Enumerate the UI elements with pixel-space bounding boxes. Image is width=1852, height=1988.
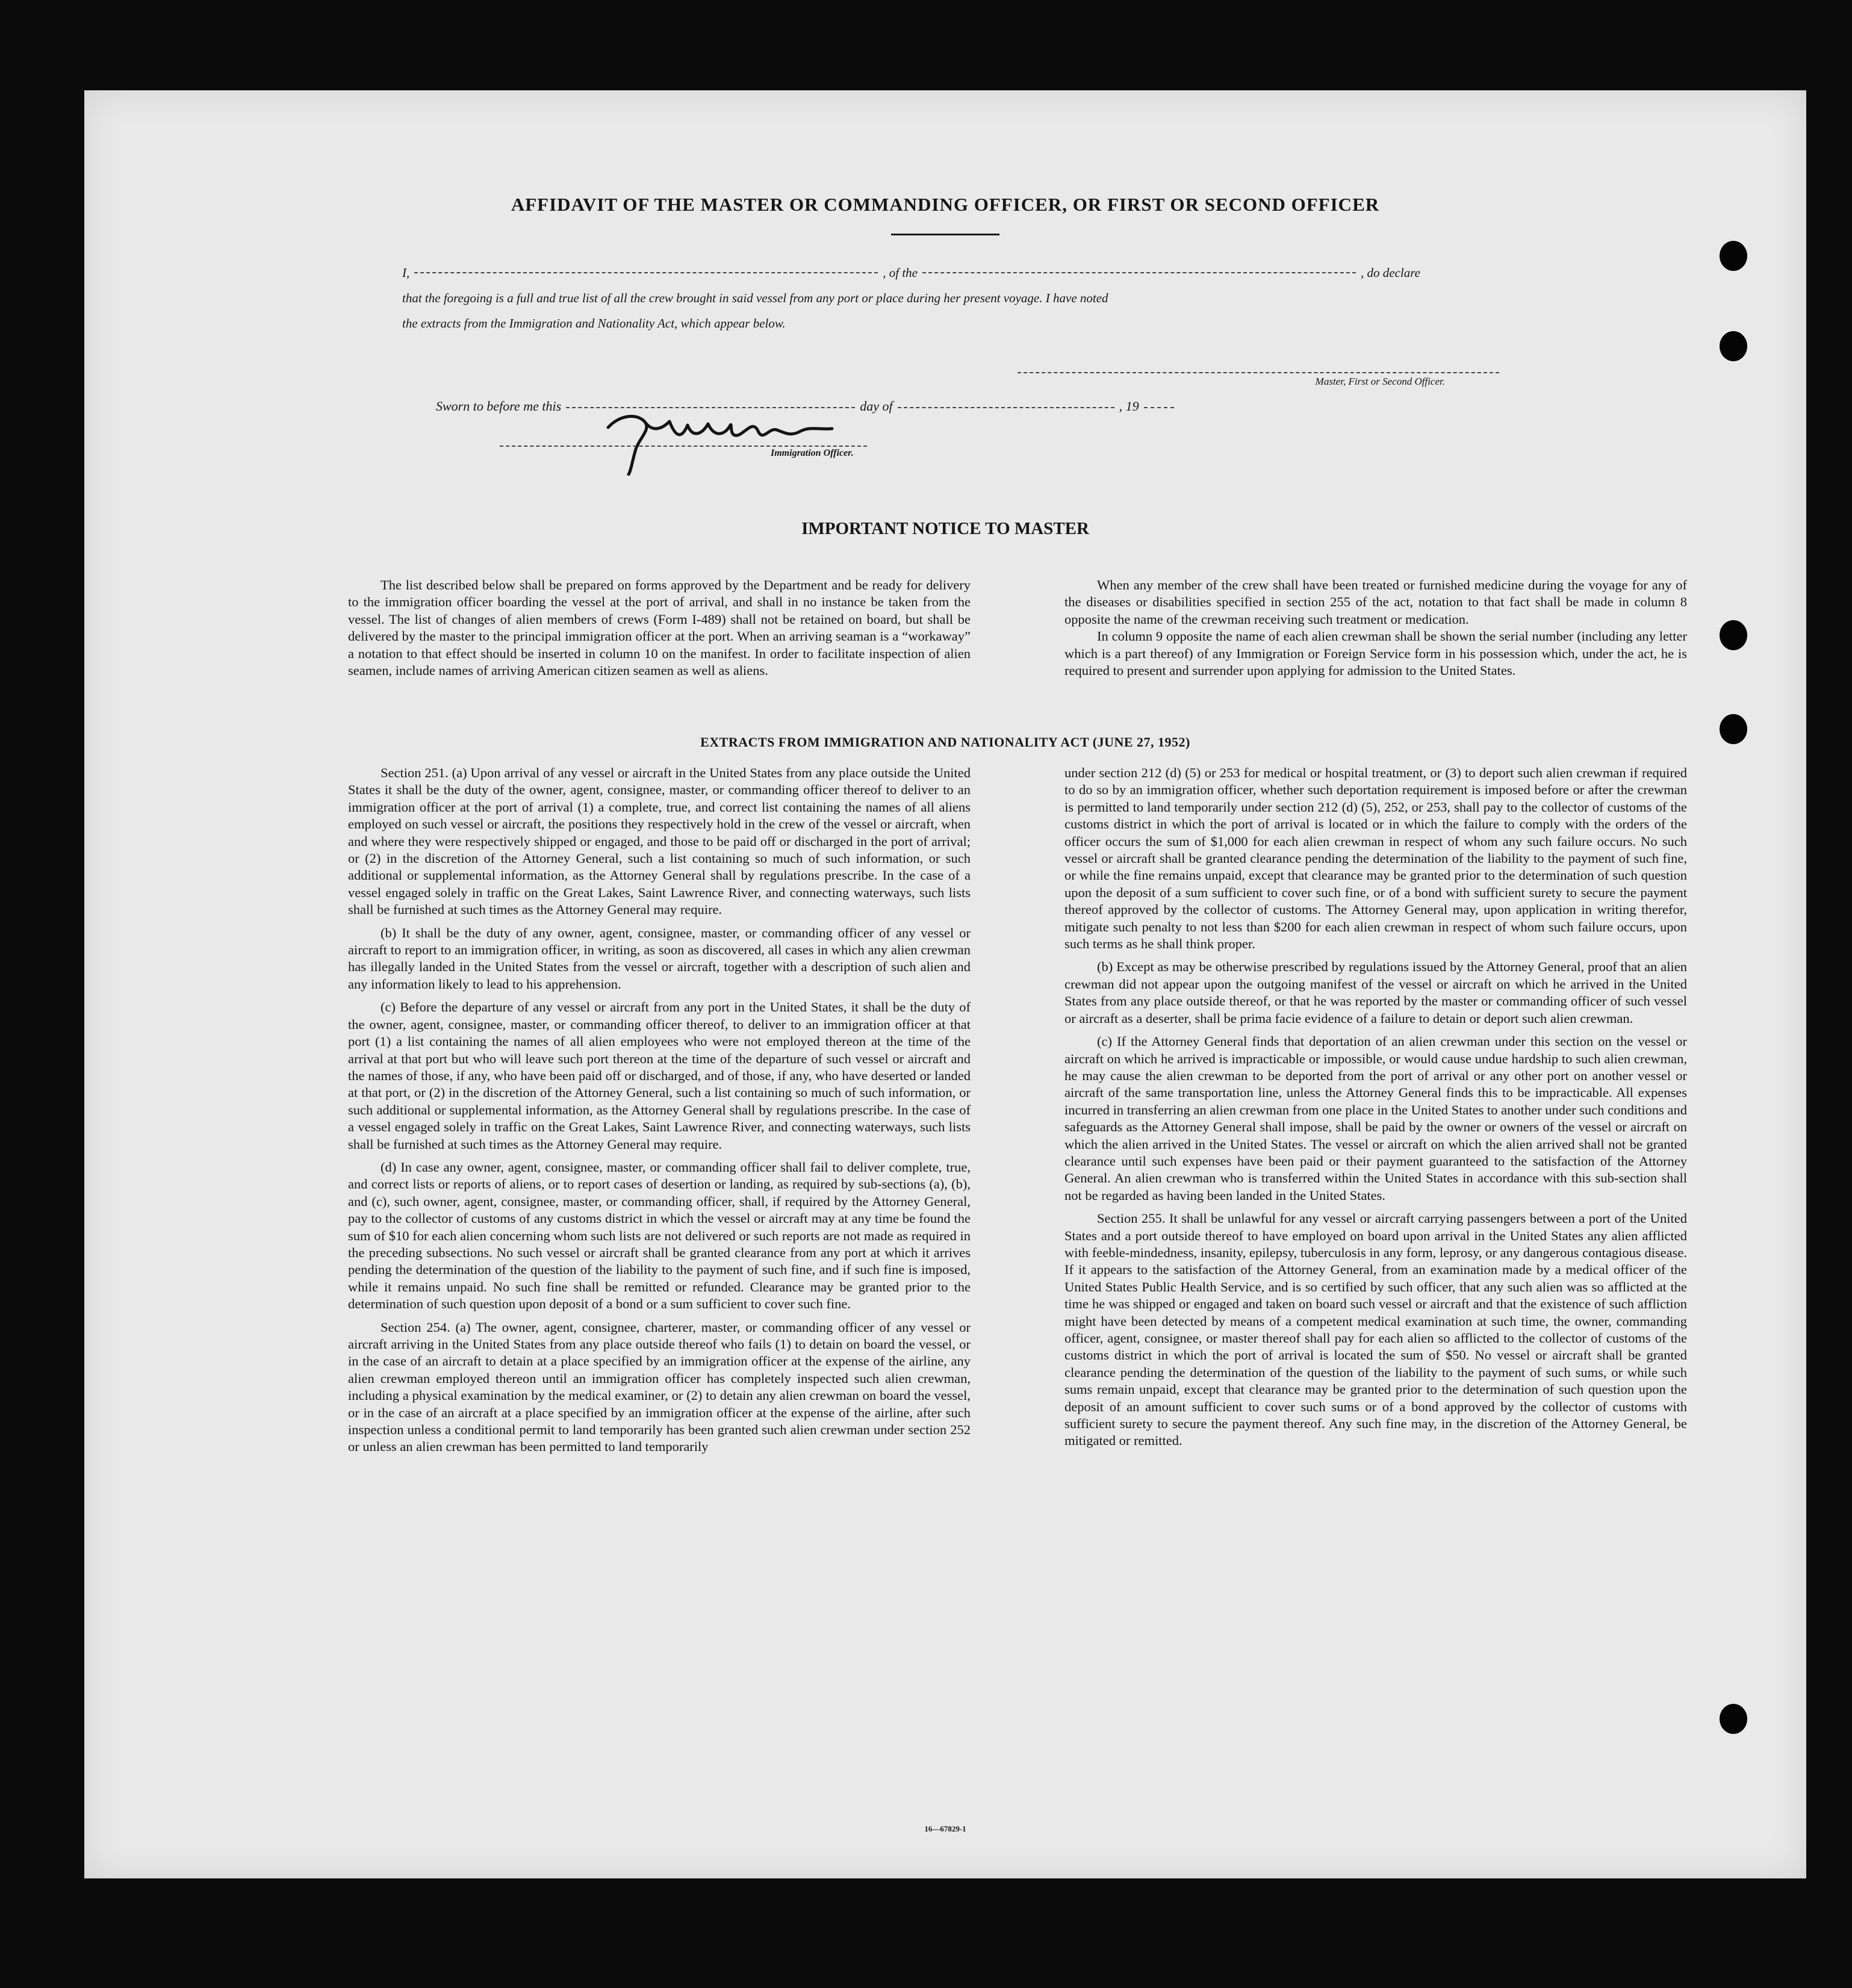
title-underline [891,234,999,235]
extract-paragraph: (c) Before the departure of any vessel or aircraft from any port in the United States, it shall be the duty of the owner, agent, consignee, master, or commanding officer thereof, to deliver to an immigration officer at that port (1) a list containing the names of all alien employees who were not employed thereon at the time of the arrival at that port but who will leave such port thereon at the time of the departure of such vessel or aircraft and the names of those, if any, who have been paid off or discharged, and of those, if any, who have deserted or landed at that port, or (2) in the discretion of the Attorney General, such a list containing so much of such information, or such additional or supplemental information, as the Attorney General shall by regulations prescribe. In the case of a vessel engaged solely in traffic on the Great Lakes, Saint Lawrence River, and connecting waterways, such lists shall be furnished at such times as the Attorney General may require. [348,999,971,1152]
notice-right-column [1064,577,1687,679]
sworn-month-field[interactable] [898,407,1114,408]
extracts-right-column [1064,765,1687,1450]
handwritten-signature [596,403,849,476]
notice-paragraph: In column 9 opposite the name of each alien crewman shall be shown the serial number (including any letter which is a part thereof) of any Immigration or Foreign Service form in his possession which, under the act, he is required to present and surrender upon applying for admission to the United States. [1064,629,1687,679]
master-signature-field[interactable] [1018,372,1499,373]
extract-paragraph: (d) In case any owner, agent, consignee, master, or commanding officer shall fail to deliver complete, true, and correct lists or reports of aliens, or to report cases of desertion or landing, as required by sub-sections (a), (b), and (c), such owner, agent, consignee, master, or commanding officer, shall, if required by the Attorney General, pay to the collector of customs of any customs district in which the vessel or aircraft may at any time be found the sum of $10 for each alien concerning whom such lists are not delivered or such reports are not made as required in the preceding subsections. No such vessel or aircraft shall be granted clearance from any port at which it arrives pending the determination of the question of the liability to the payment of such fine, and if such fine is imposed, while it remains unpaid. No such fine shall be remitted or refunded. Clearance may be granted prior to the determination of such question upon deposit of a bond or a sum sufficient to cover such fine. [348,1159,971,1312]
affidavit-title: AFFIDAVIT OF THE MASTER OR COMMANDING OFFICER, OR FIRST OR SECOND OFFICER [511,194,1380,215]
extracts-left-column [348,765,971,1456]
notice-paragraph: The list described below shall be prepared on forms approved by the Department and be ready for delivery to the immigration officer boarding the vessel at the port of arrival, and shall in no instance be taken from the vessel. The list of changes of alien members of crews (Form I-489) shall not be retained on board, but shall be delivered by the master to the principal immigration officer at the port. When an arriving seaman is a “workaway” a notation to that effect should be inserted in column 10 on the manifest. In order to facilitate inspection of alien seamen, include names of arriving American citizen seamen as well as aliens. [348,577,971,679]
master-name-field[interactable] [414,272,878,273]
declaration-line-1 [402,260,1582,285]
sworn-label: Sworn to before me this [436,399,562,414]
of-the-label: , of the [883,266,918,280]
immigration-officer-label: Immigration Officer. [771,448,854,458]
extract-paragraph: Section 255. It shall be unlawful for any vessel or aircraft carrying passengers between a port of the United States and a port outside thereof to have employed on board upon arrival in the United States any alien afflicted with feeble-mindedness, insanity, epilepsy, tuberculosis in any form, leprosy, or any dangerous contagious disease. If it appears to the satisfaction of the Attorney General, from an examination made by a medical officer of the United States Public Health Service, and is so certified by such officer, that any such alien was so afflicted at the time he was shipped or engaged and taken on board such vessel or aircraft and that the existence of such affliction might have been detected by means of a competent medical examination at such time, the owner, commanding officer, agent, consignee, or master thereof shall pay for each alien so afflicted to the collector of customs of the customs district in which the port of arrival is located the sum of $50. No vessel or aircraft shall be granted clearance pending the determination of the question of the liability to the payment of such sums, or while such sums remain unpaid, except that clearance may be granted prior to the determination of such question upon the deposit of an amount sufficient to cover such sums or of a bond approved by the collector of customs with sufficient surety to secure the payment thereof. Any such fine may, in the discretion of the Attorney General, be mitigated or remitted. [1064,1211,1687,1449]
declaration-line-3: the extracts from the Immigration and Nationality Act, which appear below. [402,316,786,331]
extracts-title: EXTRACTS FROM IMMIGRATION AND NATIONALITY ACT (JUNE 27, 1952) [700,735,1190,750]
i-label: I, [402,266,410,280]
extract-paragraph: (c) If the Attorney General finds that deportation of an alien crewman under this section on the vessel or aircraft on which he arrived is impracticable or impossible, or would cause undue hardship to such alien crewman, he may cause the alien crewman to be deported from the port of arrival or any other port on another vessel or aircraft of the same transportation line, unless the Attorney General finds this to be impracticable. All expenses incurred in transferring an alien crewman from one place in the United States to another under such conditions and safeguards as the Attorney General shall impose, shall be paid by the owner or owners of the vessel or aircraft on which the alien arrived in the United States. The vessel or aircraft on which the alien arrived shall not be granted clearance until such expenses have been paid or their payment guaranteed to the satisfaction of the Attorney General. An alien crewman who is transferred within the United States in accordance with this sub-section shall not be regarded as having been landed in the United States. [1064,1034,1687,1203]
binder-hole [1720,331,1747,361]
vessel-name-field[interactable] [922,272,1356,273]
notice-left-column [348,577,971,679]
notice-title: IMPORTANT NOTICE TO MASTER [801,519,1089,538]
sworn-year-field[interactable] [1144,407,1174,408]
binder-hole [1720,620,1747,650]
day-of-label: day of [860,399,893,414]
extract-paragraph: Section 251. (a) Upon arrival of any vessel or aircraft in the United States from any place outside the United States it shall be the duty of the owner, agent, consignee, master, or commanding officer thereof to deliver to an immigration officer at the port of arrival (1) a complete, true, and correct list containing the names of all aliens employed on such vessel or aircraft, the positions they respectively hold in the crew of the vessel or aircraft, when and where they were respectively shipped or engaged, and those to be paid off or discharged in the port of arrival; or (2) in the discretion of the Attorney General, such a list containing so much of such information, or such additional or supplemental information, as the Attorney General shall by regulations prescribe. In the case of a vessel engaged solely in traffic on the Great Lakes, Saint Lawrence River, and connecting waterways, such lists shall be furnished at such times as the Attorney General may require. [348,765,971,918]
form-number: 16—67829-1 [924,1824,966,1833]
declaration-text [402,260,1582,336]
immigration-officer-signature-field[interactable] [500,446,867,447]
year-label: , 19 [1119,399,1139,414]
extract-paragraph: (b) It shall be the duty of any owner, agent, consignee, master, or commanding officer of any vessel or aircraft to report to an immigration officer, in writing, as soon as discovered, all cases in which any alien crewman has illegally landed in the United States from the vessel or aircraft, together with a description of such alien and any information likely to lead to his apprehension. [348,925,971,992]
extract-paragraph: (b) Except as may be otherwise prescribed by regulations issued by the Attorney General, proof that an alien crewman did not appear upon the outgoing manifest of the vessel or aircraft on which he arrived in the United States from any place outside thereof, or that he was reported by the master or commanding officer of such vessel or aircraft as a deserter, shall be prima facie evidence of a failure to detain or deport such alien crewman. [1064,959,1687,1026]
notice-paragraph: When any member of the crew shall have been treated or furnished medicine during the voyage for any of the diseases or disabilities specified in section 255 of the act, notation to that fact shall be made in column 8 opposite the name of the crewman receiving such treatment or medication. [1064,577,1687,627]
declare-label: , do declare [1361,266,1420,280]
document-page [84,90,1806,1878]
extract-paragraph: Section 254. (a) The owner, agent, consignee, charterer, master, or commanding officer of any vessel or aircraft arriving in the United States from any place outside thereof who fails (1) to detain on board the vessel, or in the case of an aircraft to detain at a place specified by an immigration officer at the expense of the airline, any alien crewman employed thereon until an immigration officer has completely inspected such alien crewman, including a physical examination by the medical examiner, or (2) to detain any alien crewman on board the vessel, or in the case of an aircraft at a place specified by an immigration officer at the expense of the airline, after such inspection unless a conditional permit to land temporarily has been granted such alien crewman under section 252 or unless an alien crewman has been permitted to land temporarily [348,1319,971,1455]
binder-hole [1720,241,1747,271]
master-signature-label: Master, First or Second Officer. [1315,376,1445,387]
extract-paragraph: under section 212 (d) (5) or 253 for medical or hospital treatment, or (3) to deport such alien crewman if required to do so by an immigration officer, whether such deportation requirement is imposed before or after the crewman is permitted to land temporarily under section 212 (d) (5), 252, or 253, shall pay to the collector of customs of the customs district in which the port of arrival is located or in which the failure to comply with the orders of the officer occurs the sum of $1,000 for each alien crewman in respect of whom any such failure occurs. No such vessel or aircraft shall be granted clearance pending the determination of the liability to the payment of such fine, or while the fine remains unpaid, except that clearance may be granted prior to the determination of such question upon the deposit of a sum sufficient to cover such fine, or of a bond with sufficient surety to secure the payment thereof approved by the collector of customs. The Attorney General may, upon application in writing therefor, mitigate such penalty to not less than $200 for each alien crewman in respect of whom such failure occurs, upon such terms as he shall think proper. [1064,765,1687,952]
binder-hole [1720,1704,1747,1734]
declaration-line-2: that the foregoing is a full and true list of all the crew brought in said vessel from any port or place during her present voyage. I have noted [402,291,1108,305]
